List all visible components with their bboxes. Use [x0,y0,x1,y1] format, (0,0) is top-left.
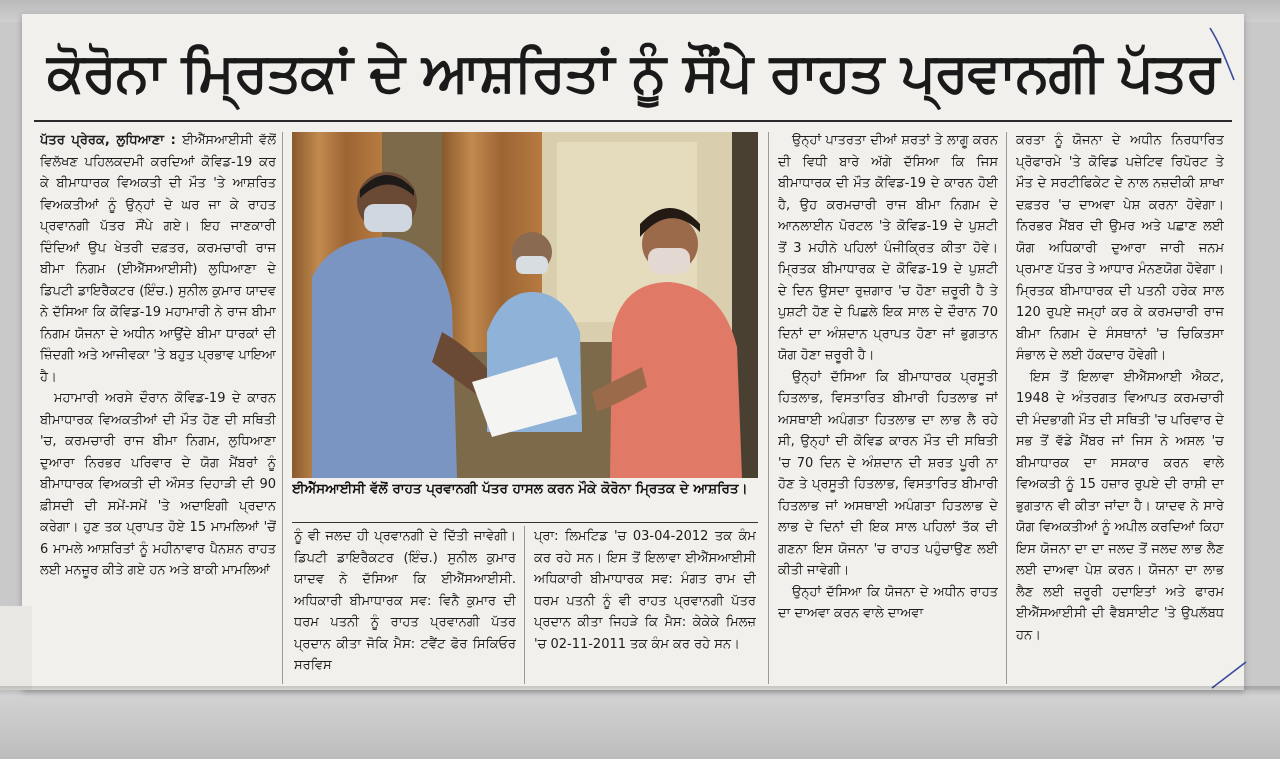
paragraph: ਕਰਤਾ ਨੂੰ ਯੋਜਨਾ ਦੇ ਅਧੀਨ ਨਿਰਧਾਰਿਤ ਪ੍ਰੋਫਾਰਮੇ 'ਤੇ ਕੋਵਿਡ ਪਜ਼ੇਟਿਵ ਰਿਪੋਰਟ ਤੇ ਮੌਤ ਦੇ ਸਰਟੀਫਿਕੇਟ ਦੇ ਨਾਲ ਨਜ਼ਦੀਕੀ ਸ਼ਾਖਾ ਦਫ਼ਤਰ 'ਚ ਦਾਅਵਾ ਪੇਸ਼ ਕਰਨਾ ਹੋਵੇਗਾ। ਨਿਰਭਰ ਮੈਂਬਰ ਦੀ ਉਮਰ ਅਤੇ ਪਛਾਣ ਲਈ ਯੋਗ ਅਧਿਕਾਰੀ ਦੁਆਰਾ ਜਾਰੀ ਜਨਮ ਪ੍ਰਮਾਣ ਪੱਤਰ ਤੇ ਆਧਾਰ ਮੰਨਣਯੋਗ ਹੋਵੇਗਾ। ਮ੍ਰਿਤਕ ਬੀਮਾਧਾਰਕ ਦੀ ਪਤਨੀ ਹਰੇਕ ਸਾਲ 120 ਰੁਪਏ ਜਮ੍ਹਾਂ ਕਰ ਕੇ ਕਰਮਚਾਰੀ ਰਾਜ ਬੀਮਾ ਨਿਗਮ ਦੇ ਸੰਸਥਾਨਾਂ 'ਚ ਚਿਕਿਤਸਾ ਸੰਭਾਲ ਦੇ ਲਈ ਹੱਕਦਾਰ ਹੋਵੇਗੀ। [1016,133,1224,363]
article-column-5 [1016,130,1224,690]
caption-rule [292,522,758,523]
article-column-1 [40,130,276,690]
paragraph: ਪ੍ਰਾ: ਲਿਮਟਿਡ 'ਚ 03-04-2012 ਤਕ ਕੰਮ ਕਰ ਰਹੇ ਸਨ। ਇਸ ਤੋਂ ਇਲਾਵਾ ਈਐੱਸਆਈਸੀ ਅਧਿਕਾਰੀ ਬੀਮਾਧਾਰਕ ਸਵ: ਮੰਗਤ ਰਾਮ ਦੀ ਧਰਮ ਪਤਨੀ ਨੂੰ ਵੀ ਰਾਹਤ ਪ੍ਰਵਾਨਗੀ ਪੱਤਰ ਪ੍ਰਦਾਨ ਕੀਤਾ ਜਿਹੜੇ ਕਿ ਮੈਸ: ਕੇਕੇਕੇ ਮਿਲਜ਼ 'ਚ 02-11-2011 ਤਕ ਕੰਮ ਕਰ ਰਹੇ ਸਨ। [534,529,756,652]
paragraph: ਉਨ੍ਹਾਂ ਪਾਤਰਤਾ ਦੀਆਂ ਸ਼ਰਤਾਂ ਤੇ ਲਾਗੂ ਕਰਨ ਦੀ ਵਿਧੀ ਬਾਰੇ ਅੱਗੇ ਦੱਸਿਆ ਕਿ ਜਿਸ ਬੀਮਾਧਾਰਕ ਦੀ ਮੌਤ ਕੋਵਿਡ-19 ਦੇ ਕਾਰਨ ਹੋਈ ਹੈ, ਉਹ ਕਰਮਚਾਰੀ ਰਾਜ ਬੀਮਾ ਨਿਗਮ ਦੇ ਆਨਲਾਈਨ ਪੋਰਟਲ 'ਤੇ ਕੋਵਿਡ-19 ਦੇ ਪੁਸ਼ਟੀ ਤੋਂ 3 ਮਹੀਨੇ ਪਹਿਲਾਂ ਪੰਜੀਕ੍ਰਿਤ ਕੀਤਾ ਹੋਵੇ। ਮ੍ਰਿਤਕ ਬੀਮਾਧਾਰਕ ਦੇ ਕੋਵਿਡ-19 ਦੇ ਪੁਸ਼ਟੀ ਦੇ ਦਿਨ ਉਸਦਾ ਰੁਜ਼ਗਾਰ 'ਚ ਹੋਣਾ ਜ਼ਰੂਰੀ ਹੈ ਤੇ ਪੁਸ਼ਟੀ ਹੋਣ ਦੇ ਪਿਛਲੇ ਇਕ ਸਾਲ ਦੇ ਦੌਰਾਨ 70 ਦਿਨਾਂ ਦਾ ਅੰਸ਼ਦਾਨ ਪ੍ਰਾਪਤ ਹੋਣਾ ਜਾਂ ਭੁਗਤਾਨ ਯੋਗ ਹੋਣਾ ਜ਼ਰੂਰੀ ਹੈ। [778,133,998,363]
column-divider [1006,132,1007,684]
paragraph: ਇਸ ਤੋਂ ਇਲਾਵਾ ਈਐੱਸਆਈ ਐਕਟ, 1948 ਦੇ ਅੰਤਰਗਤ ਵਿਆਪਤ ਕਰਮਚਾਰੀ ਦੀ ਮੰਦਭਾਗੀ ਮੌਤ ਦੀ ਸਥਿਤੀ 'ਚ ਪਰਿਵਾਰ ਦੇ ਸਭ ਤੋਂ ਵੱਡੇ ਮੈਂਬਰ ਜਾਂ ਜਿਸ ਨੇ ਅਸਲ 'ਚ ਬੀਮਾਧਾਰਕ ਦਾ ਸਸਕਾਰ ਕਰਨ ਵਾਲੇ ਵਿਅਕਤੀ ਨੂੰ 15 ਹਜ਼ਾਰ ਰੁਪਏ ਦੀ ਰਾਸ਼ੀ ਦਾ ਭੁਗਤਾਨ ਵੀ ਕੀਤਾ ਜਾਂਦਾ ਹੈ। ਯਾਦਵ ਨੇ ਸਾਰੇ ਯੋਗ ਵਿਅਕਤੀਆਂ ਨੂੰ ਅਪੀਲ ਕਰਦਿਆਂ ਕਿਹਾ ਇਸ ਯੋਜਨਾ ਦਾ ਦਾ ਜਲਦ ਤੋਂ ਜਲਦ ਲਾਭ ਲੈਣ ਲਈ ਦਾਅਵਾ ਪੇਸ਼ ਕਰਨ। ਯੋਜਨਾ ਦਾ ਲਾਭ ਲੈਣ ਲਈ ਜ਼ਰੂਰੀ ਹਦਾਇਤਾਂ ਅਤੇ ਫਾਰਮ ਈਐੱਸਆਈਸੀ ਦੀ ਵੈਬਸਾਈਟ 'ਤੇ ਉਪਲੱਬਧ ਹਨ। [1016,369,1224,643]
paragraph: ਉਨ੍ਹਾਂ ਦੱਸਿਆ ਕਿ ਬੀਮਾਧਾਰਕ ਪ੍ਰਸੂਤੀ ਹਿਤਲਾਭ, ਵਿਸਤਾਰਿਤ ਬੀਮਾਰੀ ਹਿਤਲਾਭ ਜਾਂ ਅਸਥਾਈ ਅਪੰਗਤਾ ਹਿਤਲਾਭ ਦਾ ਲਾਭ ਲੈ ਰਹੇ ਸੀ, ਉਨ੍ਹਾਂ ਦੀ ਕੋਵਿਡ ਕਾਰਨ ਮੌਤ ਦੀ ਸਥਿਤੀ 'ਚ 70 ਦਿਨ ਦੇ ਅੰਸ਼ਦਾਨ ਦੀ ਸ਼ਰਤ ਪੂਰੀ ਨਾ ਹੋਣ ਤੇ ਪ੍ਰਸੂਤੀ ਹਿਤਲਾਭ, ਵਿਸਤਾਰਿਤ ਬੀਮਾਰੀ ਹਿਤਲਾਭ ਜਾਂ ਅਸਥਾਈ ਅਪੰਗਤਾ ਹਿਤਲਾਭ ਦੇ ਲਾਭ ਦੇ ਦਿਨਾਂ ਦੀ ਇਕ ਸਾਲ ਪਹਿਲਾਂ ਤੱਕ ਦੀ ਗਣਨਾ ਇਸ ਯੋਜਨਾ 'ਚ ਰਾਹਤ ਪਹੁੰਚਾਉਣ ਲਈ ਕੀਤੀ ਜਾਵੇਗੀ। [778,369,998,578]
photo-caption: ਈਐੱਸਆਈਸੀ ਵੱਲੋਂ ਰਾਹਤ ਪ੍ਰਵਾਨਗੀ ਪੱਤਰ ਹਾਸਲ ਕਰਨ ਮੌਕੇ ਕੋਰੋਨਾ ਮ੍ਰਿਤਕ ਦੇ ਆਸ਼ਰਿਤ। [292,481,748,497]
backdrop-bottom [0,690,1280,759]
paper-edge-left [0,606,32,690]
article-column-2 [294,526,516,686]
paper-shadow [0,686,1280,696]
paragraph: ਈਐੱਸਆਈਸੀ ਵੱਲੋਂ ਵਿਲੱਖਣ ਪਹਿਲਕਦਮੀ ਕਰਦਿਆਂ ਕੋਵਿਡ-19 ਕਰ ਕੇ ਬੀਮਾਧਾਰਕ ਵਿਅਕਤੀ ਦੀ ਮੌਤ 'ਤੇ ਆਸ਼ਰਿਤ ਵਿਅਕਤੀਆਂ ਨੂੰ ਉਨ੍ਹਾਂ ਦੇ ਘਰ ਜਾ ਕੇ ਰਾਹਤ ਪ੍ਰਵਾਨਗੀ ਪੱਤਰ ਸੌਂਪੇ ਗਏ। ਇਹ ਜਾਣਕਾਰੀ ਦਿੰਦਿਆਂ ਉਪ ਖੇਤਰੀ ਦਫ਼ਤਰ, ਕਰਮਚਾਰੀ ਰਾਜ ਬੀਮਾ ਨਿਗਮ (ਈਐੱਸਆਈਸੀ) ਲੁਧਿਆਣਾ ਦੇ ਡਿਪਟੀ ਡਾਇਰੈਕਟਰ (ਇੰਚ.) ਸੁਨੀਲ ਕੁਮਾਰ ਯਾਦਵ ਨੇ ਦੱਸਿਆ ਕਿ ਕੋਵਿਡ-19 ਮਹਾਮਾਰੀ ਨੇ ਰਾਜ ਬੀਮਾ ਨਿਗਮ ਯੋਜਨਾ ਦੇ ਅਧੀਨ ਆਉਂਦੇ ਬੀਮਾ ਧਾਰਕਾਂ ਦੀ ਜ਼ਿੰਦਗੀ ਅਤੇ ਆਜੀਵਕਾ 'ਤੇ ਬਹੁਤ ਪ੍ਰਭਾਵ ਪਾਇਆ ਹੈ। [40,133,276,385]
pen-mark-top-right [1208,24,1238,84]
newspaper-clipping [22,14,1244,690]
headline-rule [34,120,1232,122]
news-photo [292,132,758,478]
paragraph: ਮਹਾਮਾਰੀ ਅਰਸੇ ਦੌਰਾਨ ਕੋਵਿਡ-19 ਦੇ ਕਾਰਨ ਬੀਮਾਧਾਰਕ ਵਿਅਕਤੀਆਂ ਦੀ ਮੌਤ ਹੋਣ ਦੀ ਸਥਿਤੀ 'ਚ, ਕਰਮਚਾਰੀ ਰਾਜ ਬੀਮਾ ਨਿਗਮ, ਲੁਧਿਆਣਾ ਦੁਆਰਾ ਨਿਰਭਰ ਪਰਿਵਾਰ ਦੇ ਯੋਗ ਮੈਂਬਰਾਂ ਨੂੰ ਬੀਮਾਧਾਰਕ ਵਿਅਕਤੀ ਦੀ ਔਸਤ ਦਿਹਾੜੀ ਦੀ 90 ਫ਼ੀਸਦੀ ਦੀ ਸਮੇਂ-ਸਮੇਂ 'ਤੇ ਅਦਾਇਗੀ ਪ੍ਰਦਾਨ ਕਰੇਗਾ। ਹੁਣ ਤਕ ਪ੍ਰਾਪਤ ਹੋਏ 15 ਮਾਮਲਿਆਂ 'ਚੋਂ 6 ਮਾਮਲੇ ਆਸ਼ਰਿਤਾਂ ਨੂੰ ਮਹੀਨਾਵਾਰ ਪੈਨਸ਼ਨ ਰਾਹਤ ਲਈ ਮਨਜ਼ੂਰ ਕੀਤੇ ਗਏ ਹਨ ਅਤੇ ਬਾਕੀ ਮਾਮਲਿਆਂ [40,391,276,578]
column-divider [768,132,769,684]
article-column-3 [534,526,756,686]
dateline: ਪੱਤਰ ਪ੍ਰੇਰਕ, ਲੁਧਿਆਣਾ : [40,133,176,148]
article-column-4 [778,130,998,690]
column-divider [282,132,283,684]
headline: ਕੋਰੋਨਾ ਮ੍ਰਿਤਕਾਂ ਦੇ ਆਸ਼ਰਿਤਾਂ ਨੂੰ ਸੌਂਪੇ ਰਾਹਤ ਪ੍ਰਵਾਨਗੀ ਪੱਤਰ [47,41,1219,104]
column-divider [524,526,525,684]
photo-illustration [292,132,758,478]
paragraph: ਉਨ੍ਹਾਂ ਦੱਸਿਆ ਕਿ ਯੋਜਨਾ ਦੇ ਅਧੀਨ ਰਾਹਤ ਦਾ ਦਾਅਵਾ ਕਰਨ ਵਾਲੇ ਦਾਅਵਾ [778,584,998,621]
paragraph: ਨੂੰ ਵੀ ਜਲਦ ਹੀ ਪ੍ਰਵਾਨਗੀ ਦੇ ਦਿੱਤੀ ਜਾਵੇਗੀ। ਡਿਪਟੀ ਡਾਇਰੈਕਟਰ (ਇੰਚ.) ਸੁਨੀਲ ਕੁਮਾਰ ਯਾਦਵ ਨੇ ਦੱਸਿਆ ਕਿ ਈਐੱਸਆਈਸੀ. ਅਧਿਕਾਰੀ ਬੀਮਾਧਾਰਕ ਸਵ: ਵਿਨੈ ਕੁਮਾਰ ਦੀ ਧਰਮ ਪਤਨੀ ਨੂੰ ਰਾਹਤ ਪ੍ਰਵਾਨਗੀ ਪੱਤਰ ਪ੍ਰਦਾਨ ਕੀਤਾ ਜੋਕਿ ਮੈਸ: ਟਵੈਂਟ ਫੋਰ ਸਿਕਿਓਰ ਸਰਵਿਸ [294,529,516,673]
